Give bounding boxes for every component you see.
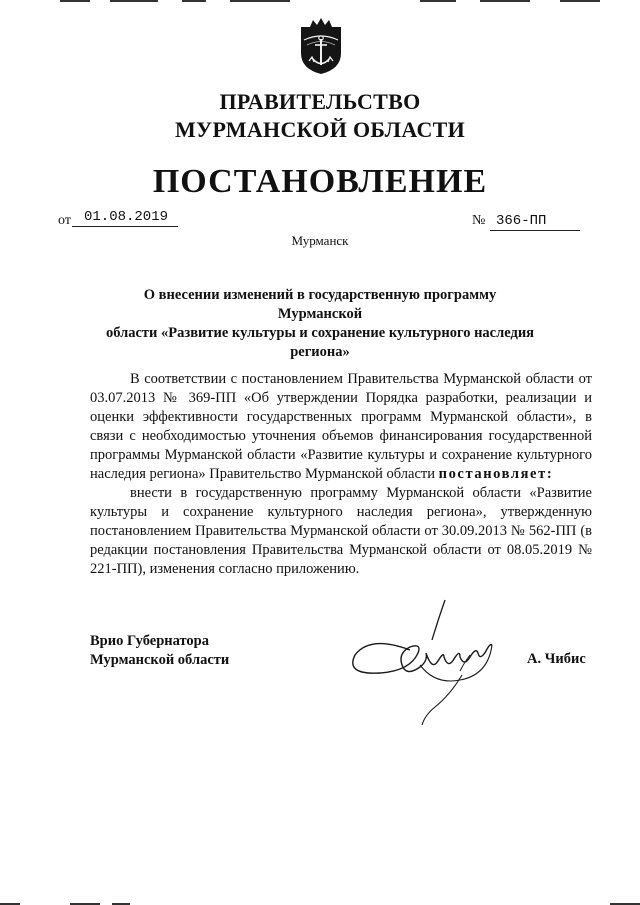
subject-line1: О внесении изменений в государственную программу Мурманской — [143, 287, 497, 322]
body-paragraph-1-text: В соответствии с постановлением Правительства Мурманской области от 03.07.2013 № 369-ПП «Об утверждении Порядка разработки, реализации и оценки эффективности государственных программ Мурманской области», в связи с необходимостью уточнения объемов финансирования государственной программы Мурманской области «Развитие культуры и сохранение культурного наследия региона» Правительство Мурманской области — [90, 371, 592, 482]
signatory-position — [90, 632, 229, 670]
signatory-position-line1: Врио Губернатора — [90, 633, 209, 649]
government-name-line1: ПРАВИТЕЛЬСТВО — [219, 89, 421, 114]
subject-line3: региона» — [290, 344, 350, 360]
handwritten-signature — [340, 595, 510, 735]
number-prefix: № — [472, 213, 486, 228]
resolution-keyword: постановляет: — [438, 466, 554, 482]
signatory-position-line2: Мурманской области — [90, 652, 230, 668]
date-prefix: от — [58, 213, 71, 228]
document-number: 366-ПП — [490, 212, 580, 231]
document-body — [90, 370, 592, 579]
city: Мурманск — [291, 233, 349, 248]
signatory-name: А. Чибис — [527, 651, 586, 667]
government-name-line2: МУРМАНСКОЙ ОБЛАСТИ — [174, 117, 466, 142]
document-type: ПОСТАНОВЛЕНИЕ — [152, 163, 488, 200]
scan-edge-top — [0, 0, 640, 2]
government-name — [0, 88, 640, 144]
subject-line2: области «Развитие культуры и сохранение культурного наследия — [105, 325, 535, 341]
document-subject — [100, 286, 540, 362]
body-paragraph-1 — [90, 370, 592, 484]
document-date: 01.08.2019 — [72, 208, 178, 227]
murmansk-coat-of-arms-icon — [298, 17, 344, 75]
body-paragraph-2: внести в государственную программу Мурманской области «Развитие культуры и сохранение культурного наследия региона», утвержденную постановлением Правительства Мурманской области от 30.09.2013 № 562-ПП (в редакции постановления Правительства Мурманской области от 08.05.2019 № 221-ПП), изменения согласно приложению. — [90, 485, 592, 577]
